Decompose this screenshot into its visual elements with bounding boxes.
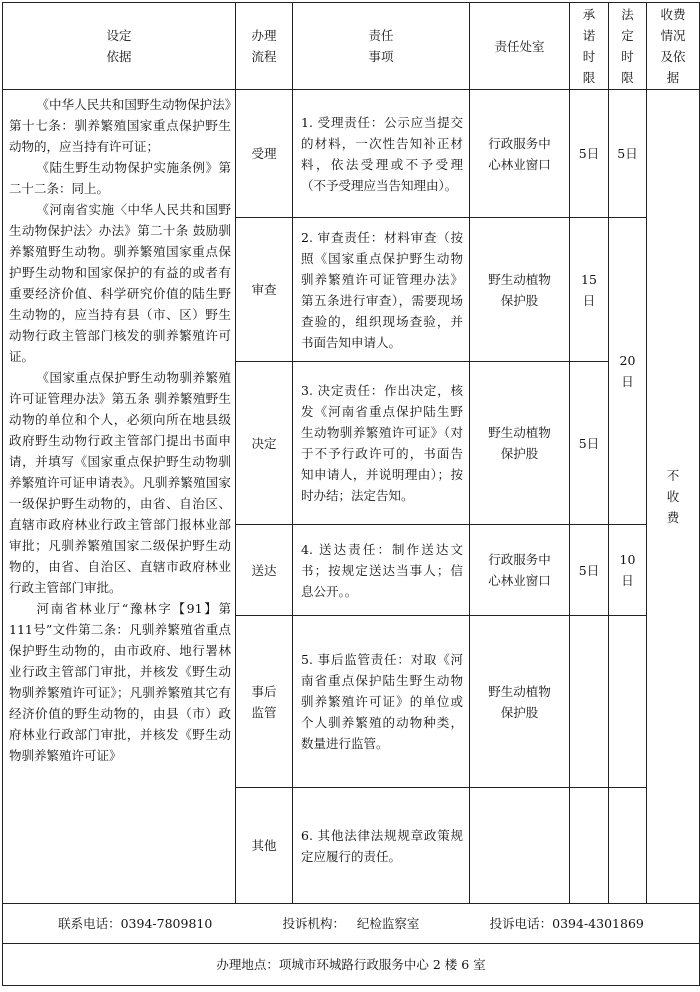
contact-row — [3, 904, 700, 944]
responsibility-item: 1. 受理责任：公示应当提交的材料，一次性告知补正材料，依法受理或不予受理（不予受理应当告知理由）。 — [293, 90, 470, 218]
promised-limit: 5日 — [570, 525, 609, 616]
basis-paragraph: 《国家重点保护野生动物驯养繁殖许可证管理办法》第五条 驯养繁殖野生动物的单位和个人，必须向所在地县级政府野生动物行政主管部门提出书面申请，并填写《国家重点保护野生动物驯养繁殖许可证申请表》。凡驯养繁殖国家一级保护野生动物的，由省、自治区、直辖市政府林业行政主管部门报林业部审批；凡驯养繁殖国家二级保护野生动物的，由省、自治区、直辖市政府林业行政主管部门审批。 — [9, 370, 231, 595]
process-step: 送达 — [236, 525, 293, 616]
header-process: 办理 流程 — [236, 3, 293, 90]
promised-limit: 5日 — [570, 362, 609, 525]
responsibility-item: 6. 其他法律法规规章政策规定应履行的责任。 — [293, 788, 470, 904]
legal-limit: 10 日 — [609, 525, 647, 616]
contact-cell — [3, 904, 700, 944]
responsible-office — [470, 788, 570, 904]
basis-paragraph: 《河南省实施〈中华人民共和国野生动物保护法〉办法》第二十条 鼓励驯养繁殖野生动物。驯养繁殖国家重点保护野生动物和国家保护的有益的或者有重要经济价值、科学研究价值的陆生野生动物的，应当持有县（市、区）野生动物行政主管部门核发的驯养繁殖许可证。 — [9, 202, 231, 364]
promised-limit — [570, 788, 609, 904]
responsibility-item: 2. 审查责任：材料审查（按照《国家重点保护野生动物驯养繁殖许可证管理办法》第五条进行审查），需要现场查验的，组织现场查验，并书面告知申请人。 — [293, 218, 470, 362]
responsibility-table — [2, 2, 700, 986]
promised-limit — [570, 616, 609, 788]
legal-basis-cell — [3, 90, 236, 904]
basis-paragraph: 河南省林业厅“豫林字【91】第111号”文件第二条：凡驯养繁殖省重点保护野生动物的，由市政府、地行署林业行政主管部门审批，并核发《野生动物驯养繁殖许可证》；凡驯养繁殖其它有经济价值的野生动物的，由县（市）政府林业行政部门审批，并核发《野生动物驯养繁殖许可证》 — [9, 601, 231, 763]
basis-paragraph: 《陆生野生动物保护实施条例》第二十二条：同上。 — [9, 160, 231, 196]
process-step: 决定 — [236, 362, 293, 525]
legal-limit — [609, 616, 647, 788]
complaint-phone: 投诉电话：0394-4301869 — [489, 916, 644, 931]
table-header-row — [3, 3, 700, 90]
responsibility-item: 5. 事后监管责任：对取《河南省重点保护陆生野生动物驯养繁殖许可证》的单位或个人驯养繁殖的动物种类，数量进行监管。 — [293, 616, 470, 788]
responsible-office: 野生动植物 保护股 — [470, 616, 570, 788]
responsible-office: 野生动植物 保护股 — [470, 362, 570, 525]
responsible-office: 行政服务中 心林业窗口 — [470, 90, 570, 218]
legal-limit — [609, 788, 647, 904]
header-fee: 收费 情况 及依 据 — [647, 3, 700, 90]
address-cell: 办理地点：项城市环城路行政服务中心 2 楼 6 室 — [3, 944, 700, 986]
contact-phone: 联系电话：0394-7809810 — [58, 916, 213, 931]
header-legal-limit: 法 定 时 限 — [609, 3, 647, 90]
legal-limit: 5日 — [609, 90, 647, 218]
address-row — [3, 944, 700, 986]
process-step: 事后 监管 — [236, 616, 293, 788]
header-promised-limit: 承 诺 时 限 — [570, 3, 609, 90]
responsible-office: 野生动植物 保护股 — [470, 218, 570, 362]
process-step: 审查 — [236, 218, 293, 362]
responsibility-item: 3. 决定责任：作出决定，核发《河南省重点保护陆生野生动物驯养繁殖许可证》（对于不予行政许可的，书面告知申请人，并说明理由）；按时办结；法定告知。 — [293, 362, 470, 525]
legal-limit: 20 日 — [609, 218, 647, 525]
header-office: 责任处室 — [470, 3, 570, 90]
table-row — [3, 90, 700, 218]
fee-info: 不 收 费 — [647, 90, 700, 904]
header-responsibility: 责任 事项 — [293, 3, 470, 90]
process-step: 受理 — [236, 90, 293, 218]
promised-limit: 5日 — [570, 90, 609, 218]
responsibility-item: 4. 送达责任：制作送达文书；按规定送达当事人；信息公开。。 — [293, 525, 470, 616]
header-basis: 设定 依据 — [3, 3, 236, 90]
process-step: 其他 — [236, 788, 293, 904]
promised-limit: 15 日 — [570, 218, 609, 362]
responsible-office: 行政服务中 心林业窗口 — [470, 525, 570, 616]
basis-paragraph: 《中华人民共和国野生动物保护法》第十七条：驯养繁殖国家重点保护野生动物的，应当持有许可证； — [9, 97, 231, 154]
complaint-org: 投诉机构： 纪检监察室 — [282, 916, 420, 931]
